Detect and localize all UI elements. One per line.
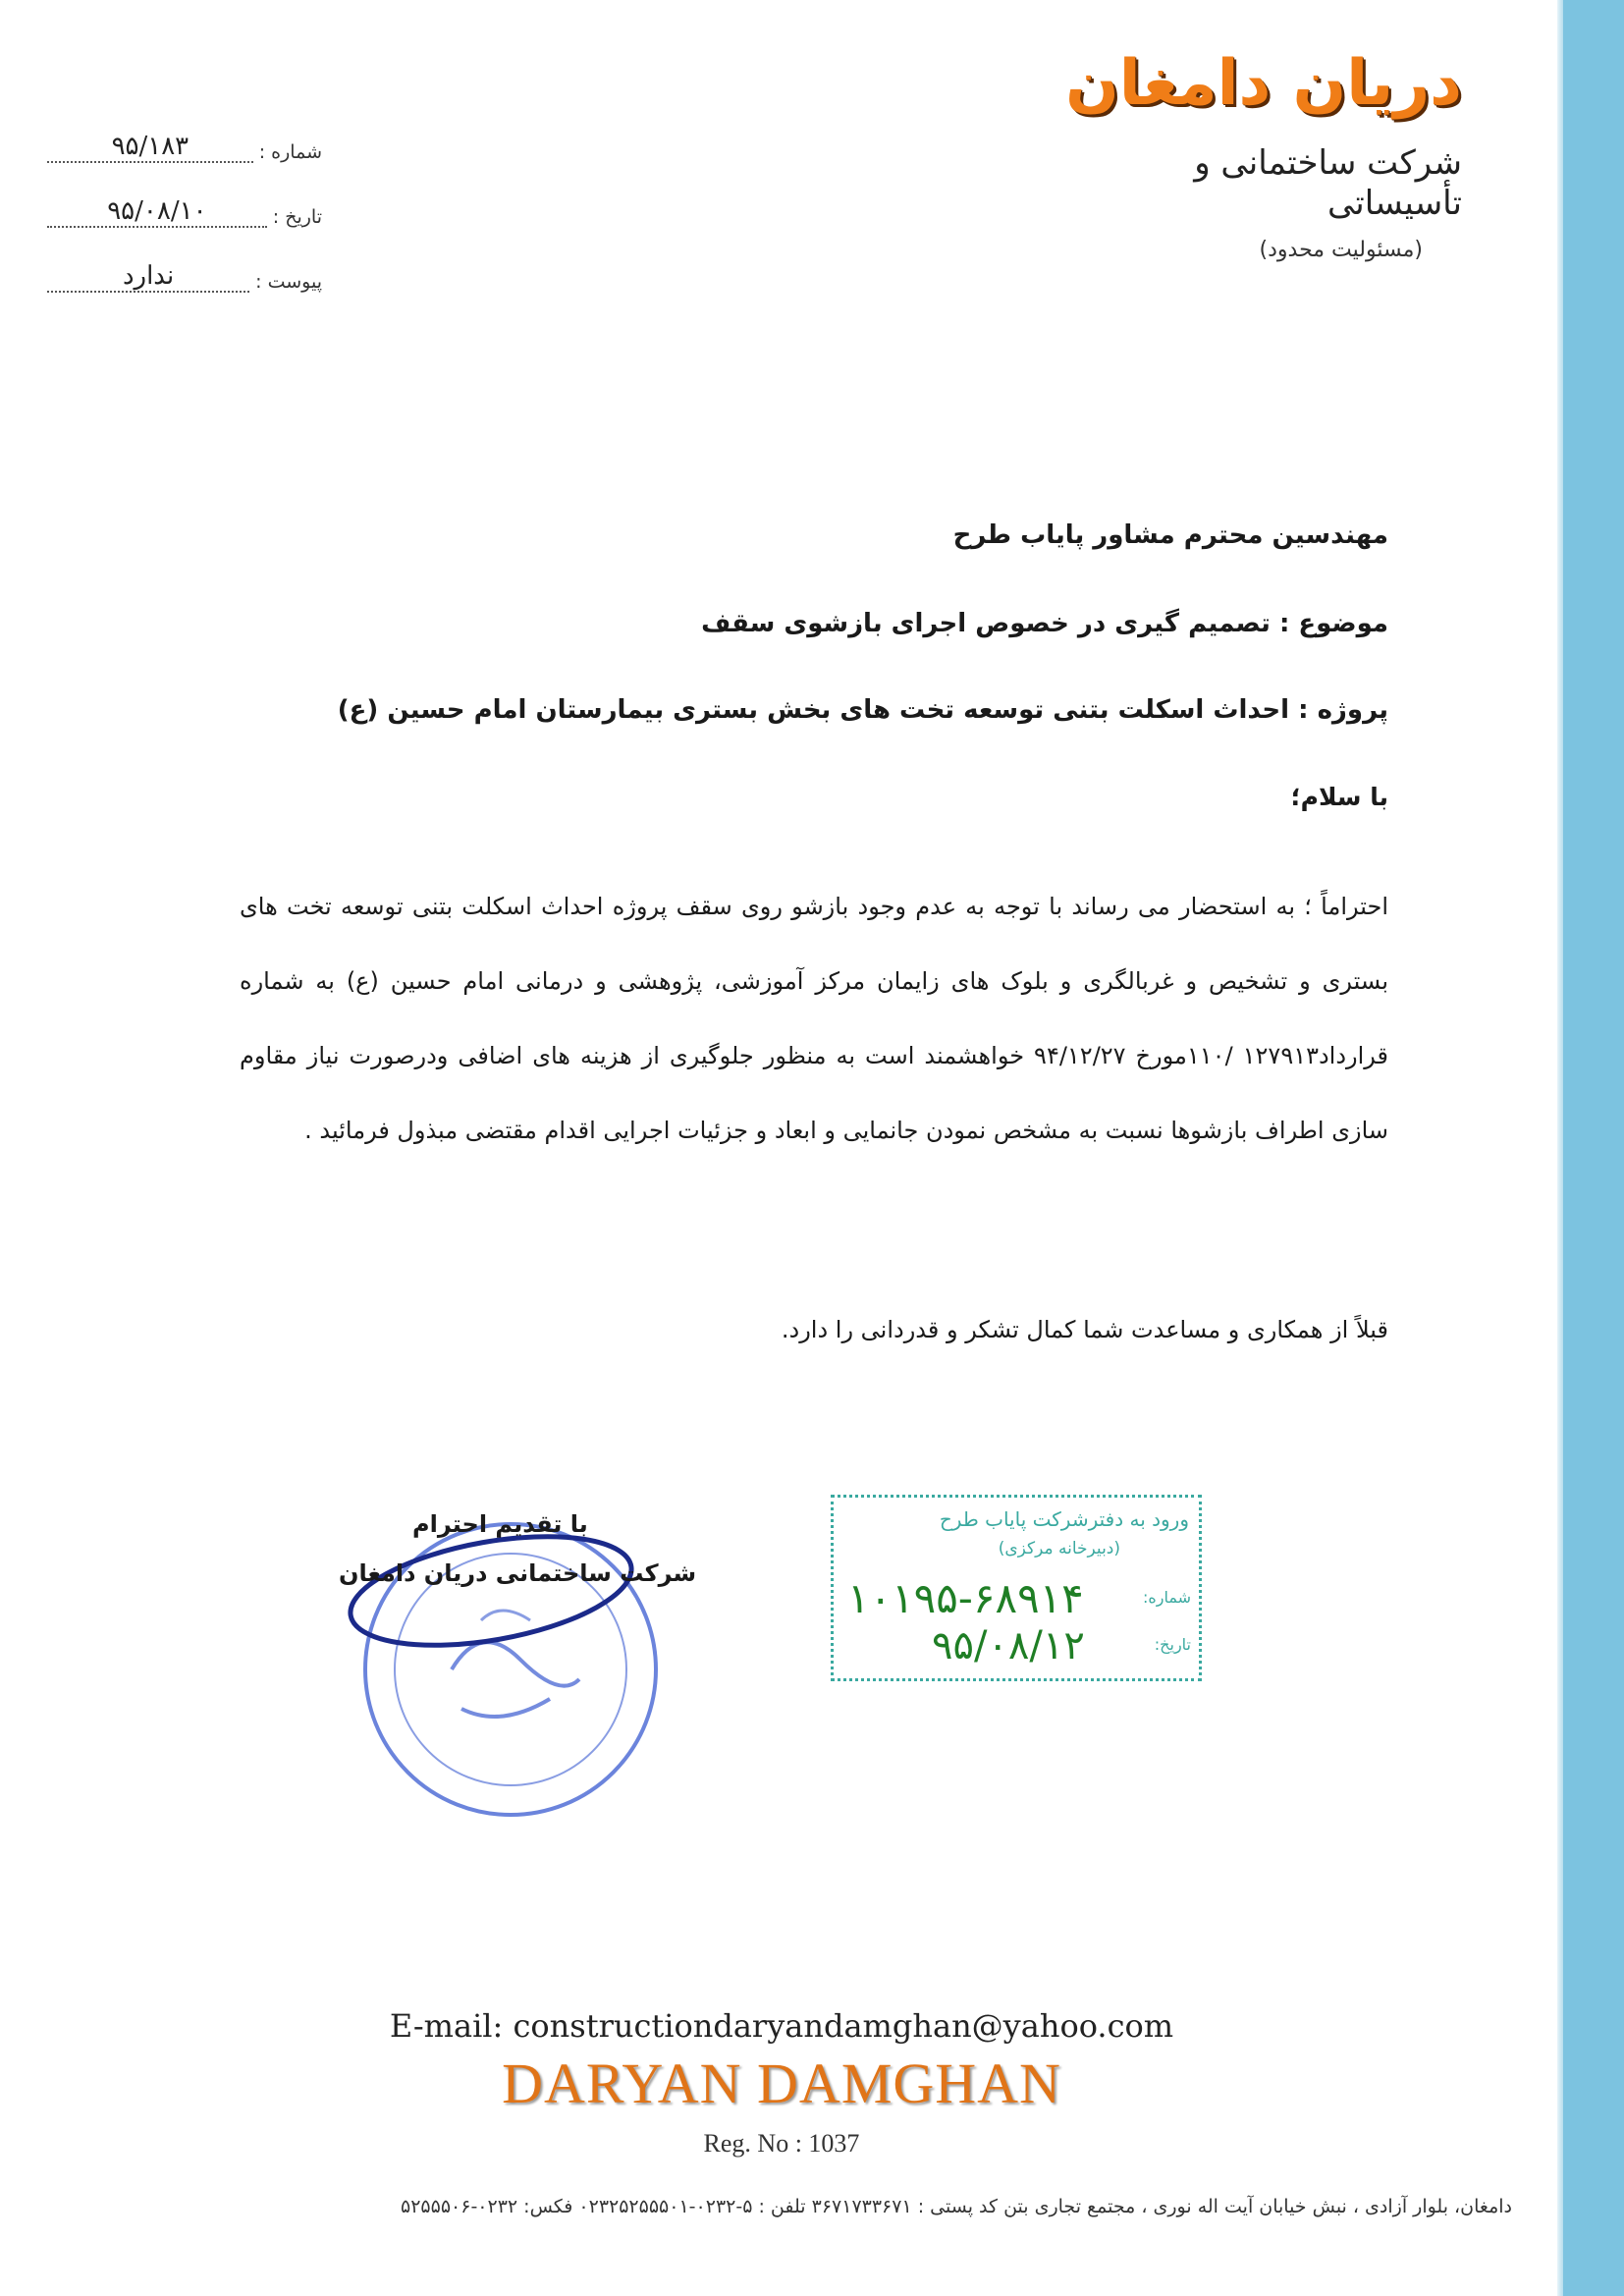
company-seal-stamp: [344, 1503, 668, 1827]
number-label: شماره :: [258, 141, 322, 163]
date-row: [47, 163, 322, 228]
thanks: قبلاً از همکاری و مساعدت شما کمال تشکر و قدردانی را دارد.: [781, 1316, 1388, 1343]
body-paragraph: احتراماً ؛ به استحضار می رساند با توجه به عدم وجود بازشو روی سقف پروژه احداث اسکلت بتنی توسعه تخت های بستری و تشخیص و غربالگری و بلوک های زایمان مرکز آموزشی، پژوهشی و درمانی امام حسین (ع) به شماره قرارداد۱۲۷۹۱۳ /۱۱۰مورخ ۹۴/۱۲/۲۷ خواهشمند است به منظور جلوگیری از هزینه های اضافی ودرصورت نیاز مقاوم سازی اطراف بازشوها نسبت به مشخص نمودن جانمایی و ابعاد و جزئیات اجرایی اقدام مقتضی مبذول فرمائید .: [240, 893, 1388, 1144]
greeting: با سلام؛: [1290, 783, 1388, 811]
number-row: [47, 98, 322, 163]
letter-meta: [47, 98, 322, 293]
number-value: ۹۵/۱۸۳: [47, 134, 253, 163]
signature-company: شرکت ساختمانی دریان دامغان: [339, 1559, 697, 1587]
letterhead-brand: [1050, 49, 1462, 262]
received-number-label: شماره:: [1142, 1588, 1191, 1607]
page-edge: [1557, 0, 1563, 2296]
side-color-band: [1563, 0, 1624, 2296]
received-date-label: تاریخ:: [1154, 1635, 1191, 1654]
received-stamp-title: ورود به دفترشرکت پایاب طرح: [939, 1507, 1189, 1531]
subject: موضوع : تصمیم گیری در خصوص اجرای بازشوی سقف: [701, 609, 1388, 638]
brand-logo-text: دریان دامغان: [1065, 47, 1462, 120]
footer-address: دامغان، بلوار آزادی ، نبش خیابان آیت اله نوری ، مجتمع تجاری بتن کد پستی : ۳۶۷۱۷۳۳۶۷۱ تلفن : ۵-۰۲۳۲-۰۲۳۲۵۲۵۵۵۰۱ فکس: ۰۲۳۲-۵۲۵۵۵۰۶: [401, 2196, 1512, 2217]
received-date-value: ۹۵/۰۸/۱۲: [932, 1623, 1085, 1668]
footer-reg-number: Reg. No : 1037: [703, 2129, 860, 2158]
received-stamp: [831, 1495, 1202, 1681]
signature-closing: با تقدیم احترام: [412, 1510, 588, 1538]
date-label: تاریخ :: [272, 206, 322, 228]
received-stamp-subtitle: (دبیرخانه مرکزی): [998, 1539, 1120, 1558]
recipient: مهندسین محترم مشاور پایاب طرح: [952, 520, 1388, 550]
attachment-label: پیوست :: [255, 271, 322, 293]
company-liability: (مسئولیت محدود): [1259, 237, 1423, 262]
date-value: ۹۵/۰۸/۱۰: [47, 198, 267, 228]
attachment-row: [47, 228, 322, 293]
footer-email: E-mail: constructiondaryandamghan@yahoo.com: [389, 2007, 1174, 2045]
received-number-value: ۱۰۱۹۵-۶۸۹۱۴: [847, 1574, 1084, 1622]
company-type: شرکت ساختمانی و تأسیساتی: [1194, 143, 1462, 224]
attachment-value: ندارد: [47, 263, 249, 293]
footer-brand: DARYAN DAMGHAN: [502, 2051, 1061, 2115]
project: پروژه : احداث اسکلت بتنی توسعه تخت های بخش بستری بیمارستان امام حسین (ع): [337, 695, 1388, 725]
